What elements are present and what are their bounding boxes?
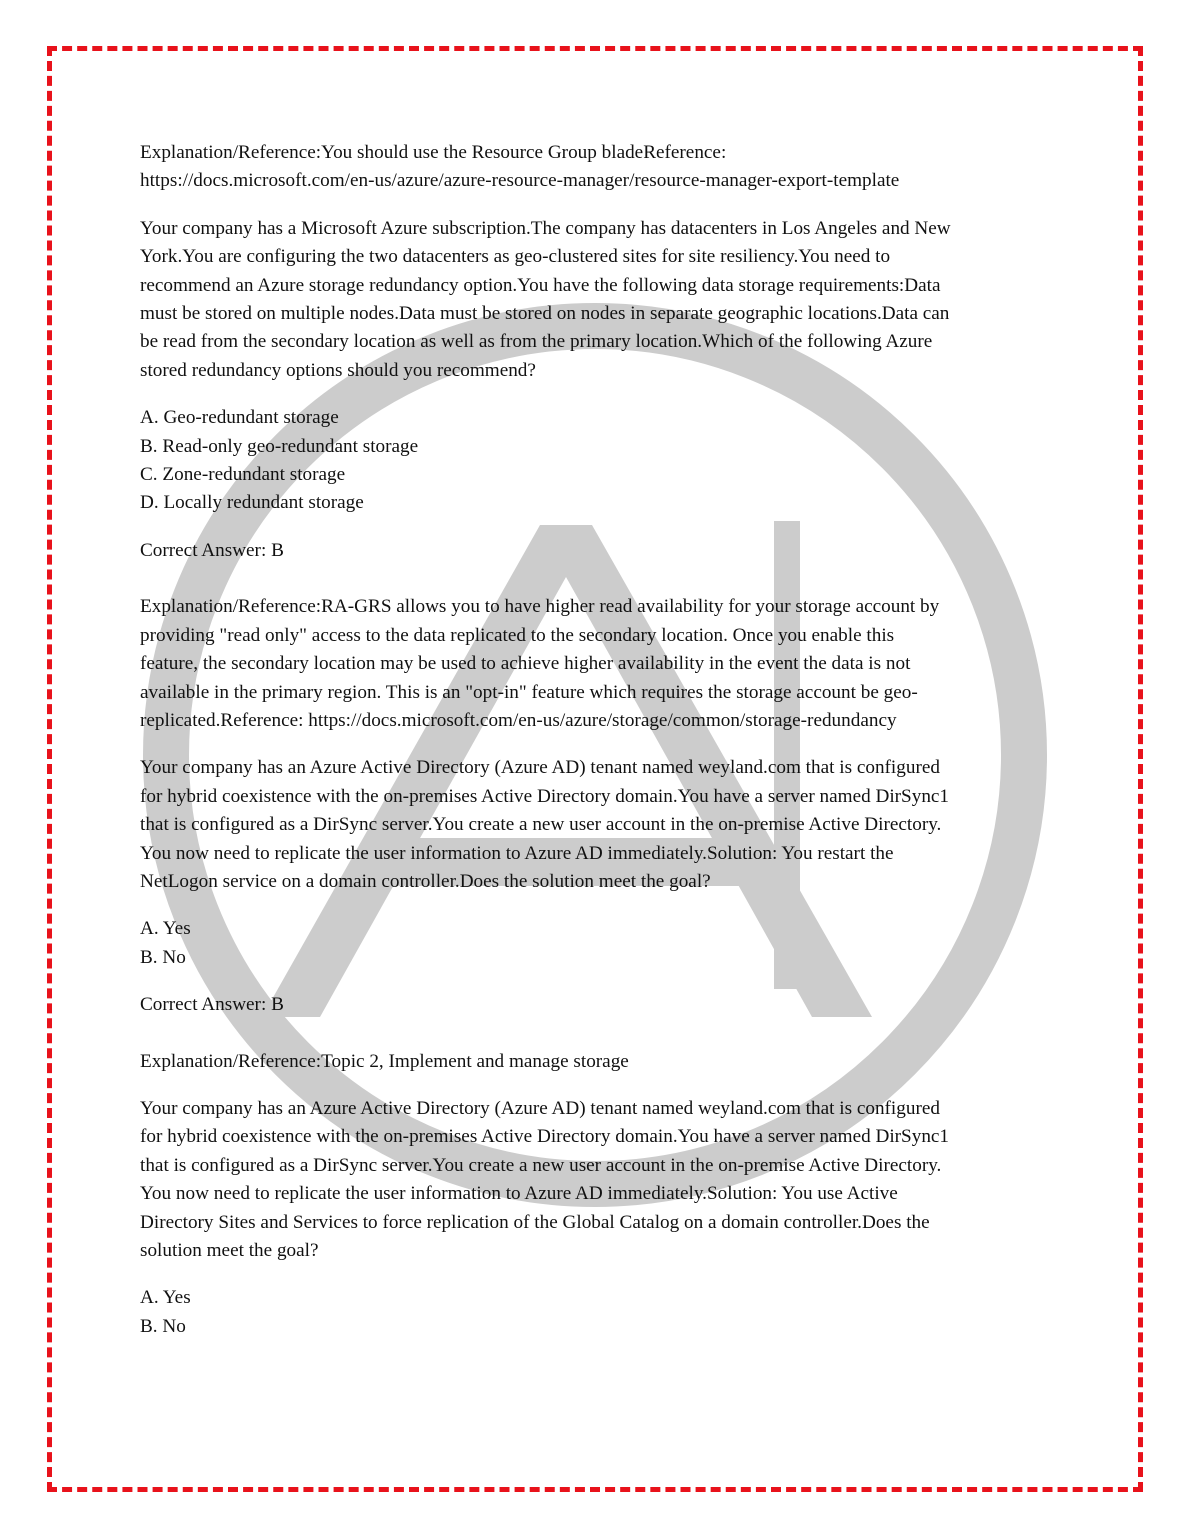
paragraph <box>140 1095 1060 1265</box>
answer-option: A. Yes <box>140 1287 191 1309</box>
text-line: https://docs.microsoft.com/en-us/azure/azure-resource-manager/resource-manager-export-template <box>140 170 900 192</box>
text-line: feature, the secondary location may be used to achieve higher availability in the event the data is not <box>140 653 911 675</box>
text-line: that is configured as a DirSync server.You create a new user account in the on-premise Active Directory. <box>140 1154 942 1176</box>
text-line: available in the primary region. This is an "opt-in" feature which requires the storage account be geo- <box>140 681 918 703</box>
text-line: that is configured as a DirSync server.You create a new user account in the on-premise Active Directory. <box>140 814 942 836</box>
text-line: be read from the secondary location as well as from the primary location.Which of the following Azure <box>140 331 933 353</box>
text-line: recommend an Azure storage redundancy option.You have the following data storage requirements:Data <box>140 274 941 296</box>
text-line: replicated.Reference: https://docs.microsoft.com/en-us/azure/storage/common/storage-redundancy <box>140 709 897 731</box>
correct-answer: Correct Answer: B <box>140 994 284 1016</box>
answer-options <box>140 404 1060 518</box>
text-line: providing "read only" access to the data replicated to the secondary location. Once you enable this <box>140 624 895 646</box>
text-line: stored redundancy options should you recommend? <box>140 359 536 381</box>
text-line: York.You are configuring the two datacenters as geo-clustered sites for site resiliency.You need to <box>140 246 891 268</box>
text-line: solution meet the goal? <box>140 1240 319 1261</box>
answer-option: A. Geo-redundant storage <box>140 407 339 429</box>
text-line: You now need to replicate the user information to Azure AD immediately.Solution: You restart the <box>140 842 894 864</box>
answer-option: B. No <box>140 946 186 968</box>
text-line: Your company has an Azure Active Directory (Azure AD) tenant named weyland.com that is configured <box>140 757 940 779</box>
text-line: Explanation/Reference:Topic 2, Implement and manage storage <box>140 1050 629 1072</box>
text-line: Your company has a Microsoft Azure subscription.The company has datacenters in Los Angeles and New <box>140 217 951 239</box>
text-line: Explanation/Reference:You should use the Resource Group bladeReference: <box>140 142 727 163</box>
text-line: must be stored on multiple nodes.Data must be stored on nodes in separate geographic locations.Data can <box>140 303 950 325</box>
text-line: for hybrid coexistence with the on-premises Active Directory domain.You have a server named DirSync1 <box>140 785 950 807</box>
answer-options <box>140 1284 1060 1341</box>
answer-option: D. Locally redundant storage <box>140 492 364 514</box>
paragraph <box>140 754 1060 896</box>
answer-option: B. Read-only geo-redundant storage <box>140 435 419 457</box>
answer-option: B. No <box>140 1315 186 1337</box>
text-line: NetLogon service on a domain controller.Does the solution meet the goal? <box>140 870 711 892</box>
paragraph <box>140 593 1060 735</box>
paragraph <box>140 215 1060 385</box>
text-line: Explanation/Reference:RA-GRS allows you to have higher read availability for your storage account by <box>140 596 940 618</box>
document-content <box>140 139 1060 1360</box>
correct-answer: Correct Answer: B <box>140 539 284 561</box>
paragraph <box>140 1048 1060 1076</box>
answer-options <box>140 915 1060 972</box>
answer-option: A. Yes <box>140 918 191 940</box>
paragraph <box>140 139 1060 196</box>
answer-option: C. Zone-redundant storage <box>140 464 346 486</box>
text-line: Your company has an Azure Active Directory (Azure AD) tenant named weyland.com that is configured <box>140 1097 940 1119</box>
text-line: Directory Sites and Services to force replication of the Global Catalog on a domain controller.Does the <box>140 1211 930 1233</box>
text-line: for hybrid coexistence with the on-premises Active Directory domain.You have a server named DirSync1 <box>140 1126 950 1148</box>
text-line: You now need to replicate the user information to Azure AD immediately.Solution: You use Active <box>140 1183 898 1205</box>
